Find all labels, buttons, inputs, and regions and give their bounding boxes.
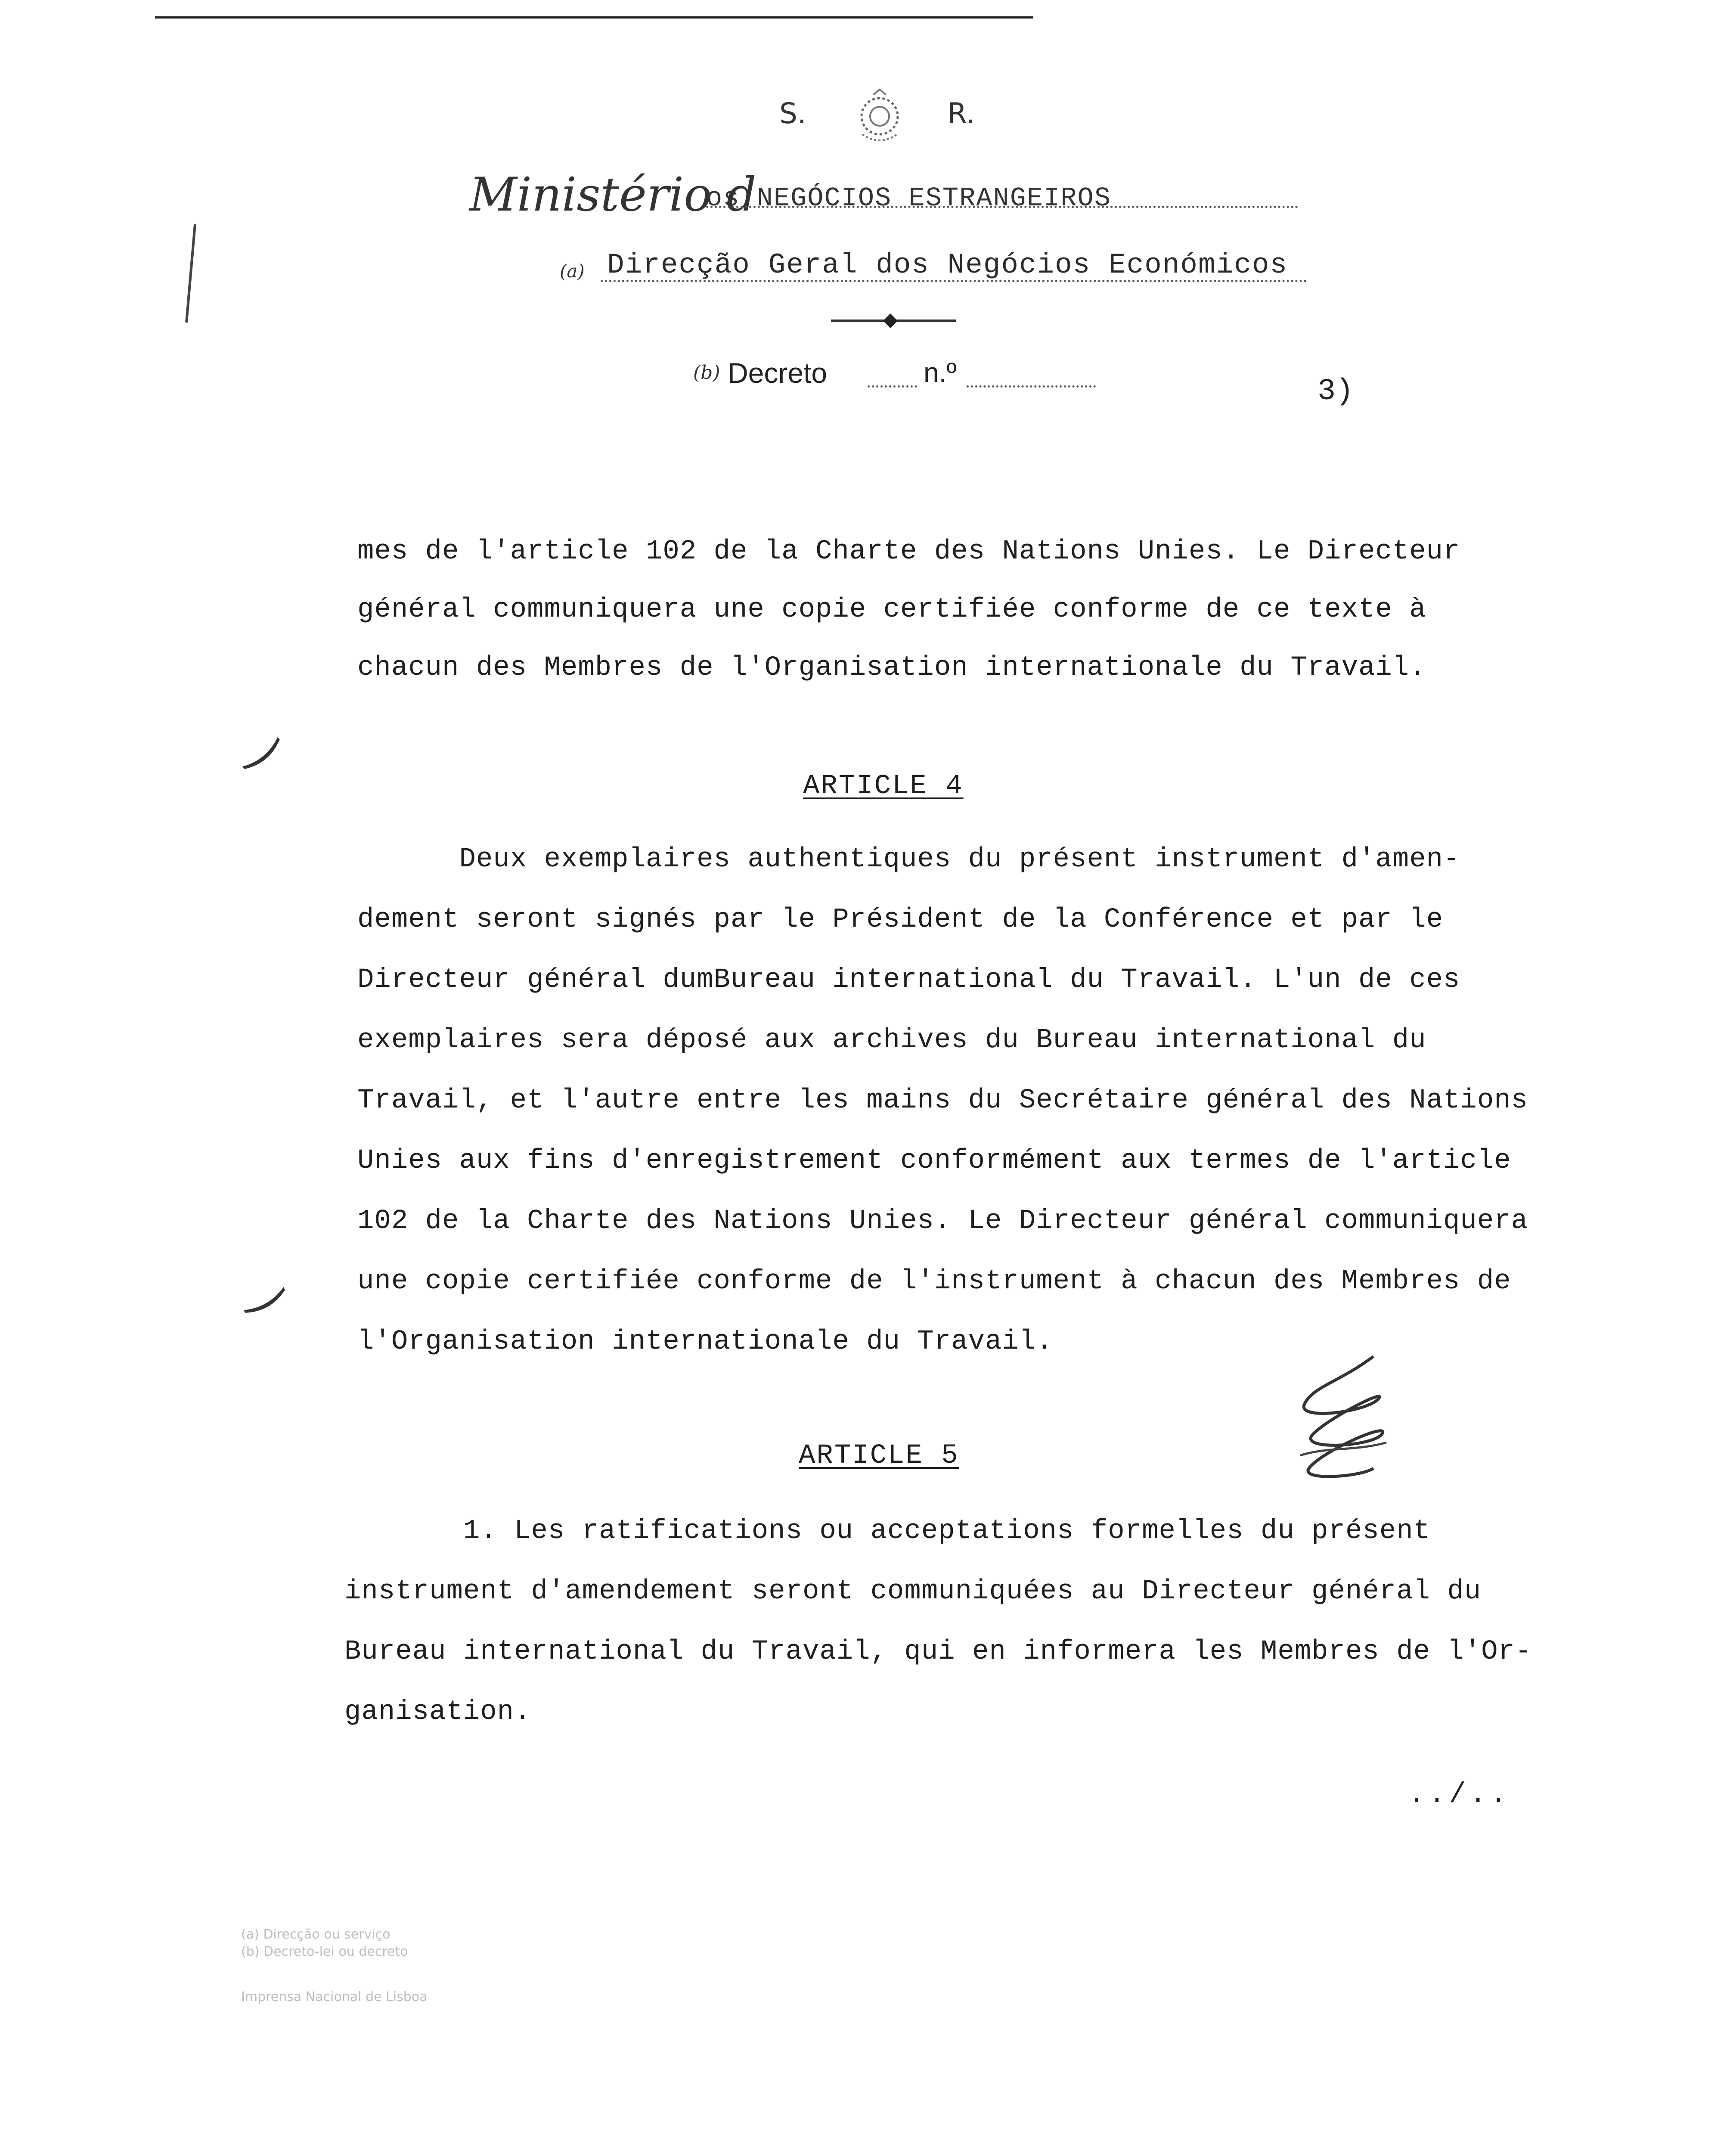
margin-bracket-mark: ‿ — [211, 700, 282, 772]
margin-mark — [185, 224, 202, 323]
article-4-line: l'Organisation internationale du Travail. — [357, 1326, 1053, 1357]
direction-marker: (a) — [560, 261, 585, 282]
signature-scribble — [1287, 1348, 1395, 1490]
margin-bracket-mark: ‿ — [220, 1244, 286, 1317]
decree-number-label: n.º — [924, 357, 957, 388]
footnote: Imprensa Nacional de Lisboa — [241, 1989, 428, 2004]
page-number: 3) — [1318, 375, 1354, 409]
article-5-line: 1. Les ratifications ou acceptations formelles du présent — [344, 1516, 1430, 1547]
coat-of-arms-icon — [847, 86, 912, 151]
continuation-mark: ../.. — [1408, 1778, 1511, 1811]
ornament-diamond-icon — [883, 313, 898, 328]
decree-number-dotted-line — [967, 385, 1096, 388]
article-5-line: Bureau international du Travail, qui en informera les Membres de l'Or- — [344, 1636, 1532, 1667]
article-4-line: dement seront signés par le Président de la Conférence et par le — [357, 904, 1443, 935]
article-4-line: 102 de la Charte des Nations Unies. Le Directeur général communiquera — [357, 1206, 1528, 1237]
footnote: (b) Decreto-lei ou decreto — [241, 1944, 408, 1959]
article-4-line: Directeur général dumBureau international du Travail. L'un de ces — [357, 965, 1460, 996]
header-left-letter: S. — [779, 97, 806, 130]
top-scan-rule — [155, 0, 1033, 19]
article-4-line: exemplaires sera déposé aux archives du Bureau international du — [357, 1025, 1426, 1056]
ministry-label: Ministério d — [469, 168, 756, 222]
direction-name: Direcção Geral dos Negócios Económicos — [607, 249, 1288, 281]
intro-line: mes de l'article 102 de la Charte des Nations Unies. Le Directeur — [357, 536, 1460, 567]
intro-line: chacun des Membres de l'Organisation internationale du Travail. — [357, 652, 1426, 683]
article-5-line: ganisation. — [344, 1697, 531, 1728]
footnote: (a) Direcção ou serviço — [241, 1927, 391, 1942]
article-5-line: instrument d'amendement seront communiquées au Directeur général du — [344, 1576, 1482, 1607]
ministry-name: os NEGÓCIOS ESTRANGEIROS — [706, 183, 1111, 214]
decree-label: Decreto — [728, 357, 828, 389]
decree-marker: (b) — [693, 362, 720, 384]
article-4-line: Deux exemplaires authentiques du présent instrument d'amen- — [357, 844, 1460, 875]
direction-dotted-line — [601, 280, 1307, 282]
intro-line: général communiquera une copie certifiée conforme de ce texte à — [357, 594, 1426, 625]
article-5-heading: ARTICLE 5 — [799, 1440, 959, 1471]
article-4-line: Travail, et l'autre entre les mains du Secrétaire général des Nations — [357, 1085, 1528, 1116]
decree-dotted-line — [868, 385, 917, 388]
ministry-dotted-line — [706, 206, 1298, 208]
article-4-heading: ARTICLE 4 — [803, 771, 964, 802]
header-right-letter: R. — [947, 97, 975, 130]
article-4-line: Unies aux fins d'enregistrement conformément aux termes de l'article — [357, 1145, 1511, 1176]
article-4-line: une copie certifiée conforme de l'instrument à chacun des Membres de — [357, 1266, 1511, 1297]
